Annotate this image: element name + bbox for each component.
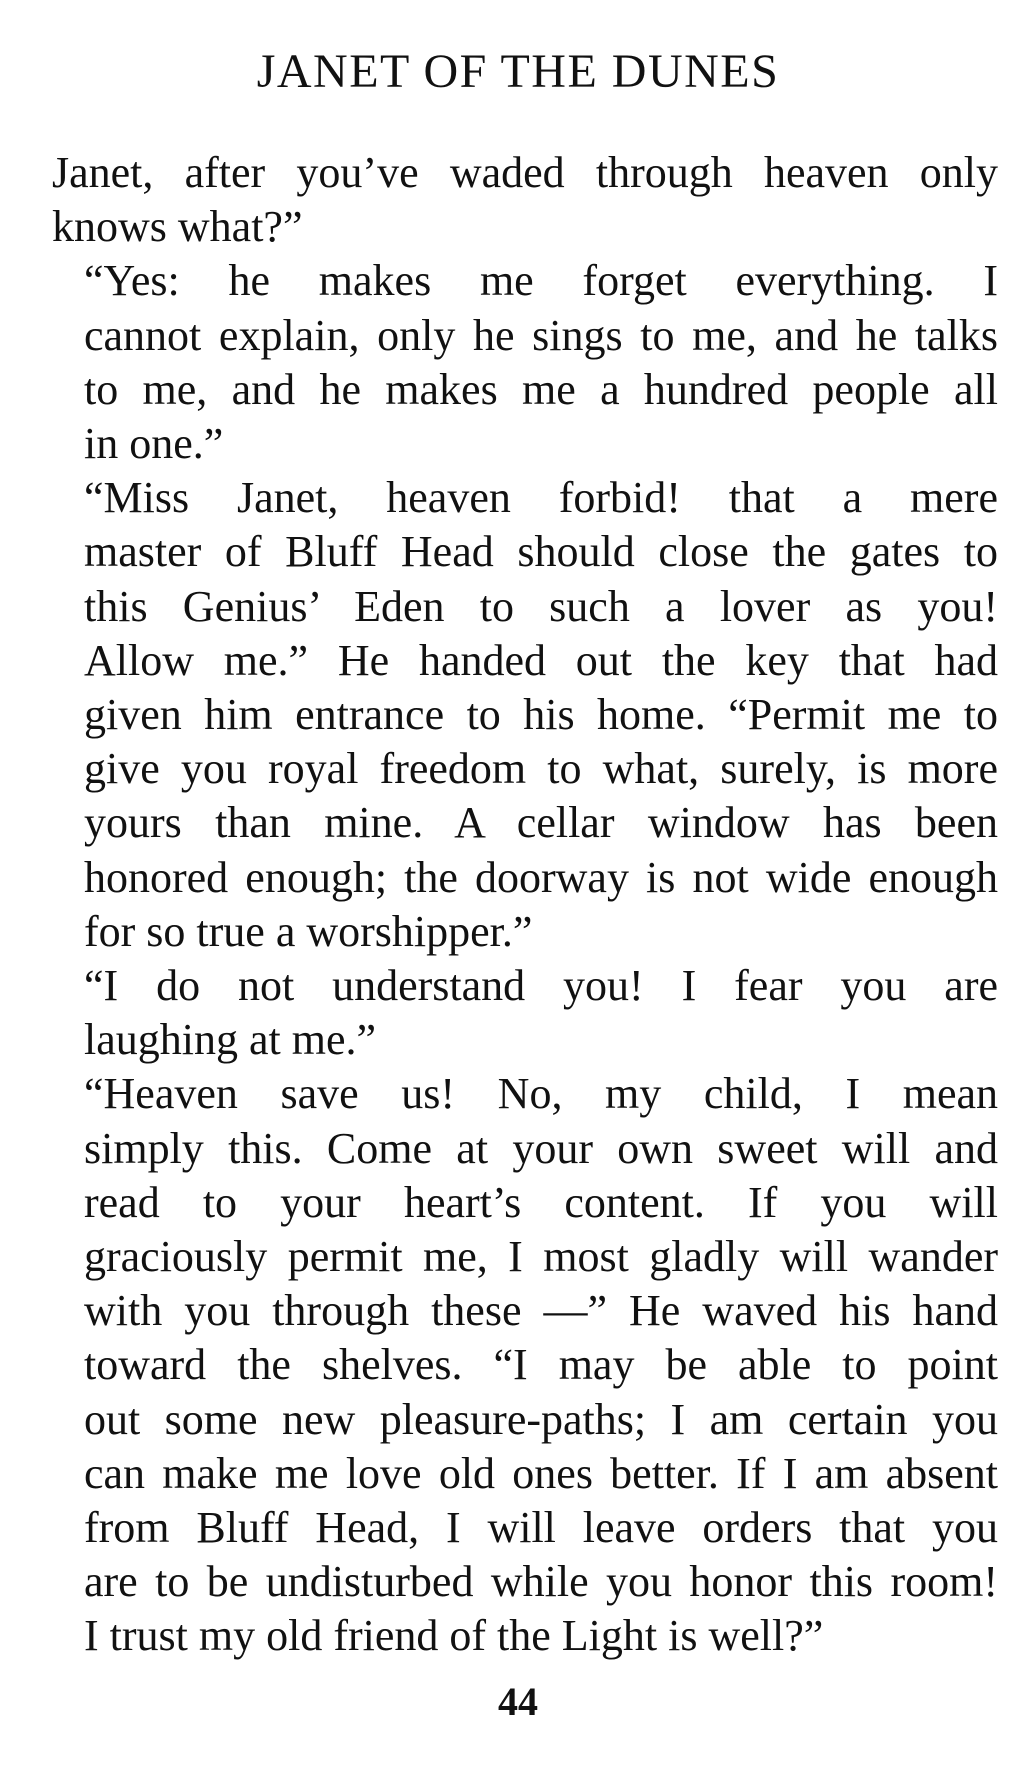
text-line: to me, and he makes me a hundred people all [84, 364, 998, 414]
text-line: given him entrance to his home. “Permit me to [84, 690, 998, 740]
text-line: “I do not understand you! I fear you are [84, 961, 998, 1011]
text-line: cannot explain, only he sings to me, and he talks [84, 310, 998, 360]
text-line: simply this. Come at your own sweet will and [84, 1123, 998, 1173]
text-line: can make me love old ones better. If I am absent [84, 1448, 998, 1498]
page-number: 44 [498, 1679, 538, 1724]
text-line: I trust my old friend of the Light is well?” [84, 1611, 824, 1661]
paragraph-3 [52, 471, 998, 959]
text-line: toward the shelves. “I may be able to point [84, 1340, 998, 1390]
text-line: “Miss Janet, heaven forbid! that a mere [84, 473, 998, 523]
text-line: this Genius’ Eden to such a lover as you! [84, 581, 998, 631]
paragraph-2 [52, 254, 998, 471]
text-line: master of Bluff Head should close the gates to [84, 527, 998, 577]
text-line: yours than mine. A cellar window has been [84, 798, 998, 848]
text-line: give you royal freedom to what, surely, is more [84, 744, 998, 794]
text-line: with you through these —” He waved his hand [84, 1286, 998, 1336]
text-line: from Bluff Head, I will leave orders that you [84, 1503, 998, 1553]
text-line: knows what?” [52, 202, 303, 252]
text-line: graciously permit me, I most gladly will wander [84, 1232, 998, 1282]
text-line: are to be undisturbed while you honor this room! [84, 1557, 998, 1607]
text-line: “Yes: he makes me forget everything. I [84, 256, 998, 306]
text-line: read to your heart’s content. If you will [84, 1177, 998, 1227]
text-line: laughing at me.” [84, 1015, 377, 1065]
paragraph-1 [52, 146, 998, 254]
text-line: “Heaven save us! No, my child, I mean [84, 1069, 998, 1119]
text-line: Allow me.” He handed out the key that had [84, 635, 998, 685]
paragraph-4 [52, 959, 998, 1067]
text-line: for so true a worshipper.” [84, 906, 533, 956]
text-line: out some new pleasure-paths; I am certain you [84, 1394, 998, 1444]
running-head: JANET OF THE DUNES [256, 45, 780, 98]
text-line: in one.” [84, 419, 224, 469]
paragraph-5 [52, 1067, 998, 1663]
text-line: honored enough; the doorway is not wide enough [84, 852, 998, 902]
text-line: Janet, after you’ve waded through heaven only [52, 148, 998, 197]
body-text [52, 146, 998, 1664]
